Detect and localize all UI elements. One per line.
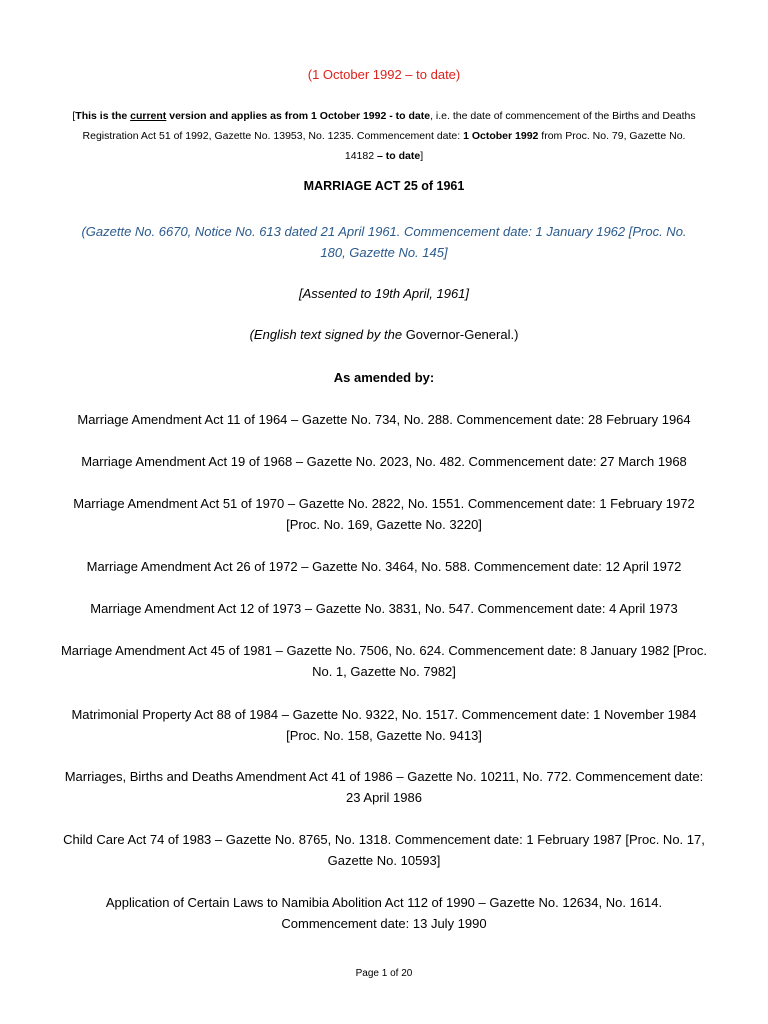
version-notice <box>70 106 698 166</box>
amendment-item: Marriage Amendment Act 11 of 1964 – Gazette No. 734, No. 288. Commencement date: 28 February 1964 <box>77 412 691 427</box>
english-text-italic: (English text signed by the <box>249 327 406 342</box>
notice-open-bracket: [ <box>72 110 76 122</box>
amendment-item: Marriage Amendment Act 26 of 1972 – Gazette No. 3464, No. 588. Commencement date: 12 April 1972 <box>86 559 682 574</box>
notice-part-3: , i.e. the date of commencement of the Births and Deaths Registration Act 51 of 1992, Gazette No. 13953, No. 1235. Commencement date: <box>82 110 696 142</box>
assented-date: [Assented to 19th April, 1961] <box>298 286 470 301</box>
amended-heading: As amended by: <box>333 370 435 385</box>
notice-part-6: – to date <box>377 150 421 162</box>
amendment-item: Marriage Amendment Act 51 of 1970 – Gazette No. 2822, No. 1551. Commencement date: 1 February 1972 [Proc. No. 169, Gazette No. 3220] <box>73 496 695 532</box>
amendment-item: Child Care Act 74 of 1983 – Gazette No. 8765, No. 1318. Commencement date: 1 February 1987 [Proc. No. 17, Gazette No. 10593] <box>63 832 705 868</box>
notice-close-bracket: ] <box>420 150 424 162</box>
page-number: Page 1 of 20 <box>355 968 413 979</box>
english-text-normal: Governor-General.) <box>405 327 519 342</box>
header-date: (1 October 1992 – to date) <box>307 67 461 82</box>
notice-part-1: This is the <box>75 110 131 122</box>
gazette-info: (Gazette No. 6670, Notice No. 613 dated 21 April 1961. Commencement date: 1 January 1962 [Proc. No. 180, Gazette No. 145] <box>81 224 687 260</box>
amendment-item: Marriages, Births and Deaths Amendment Act 41 of 1986 – Gazette No. 10211, No. 772. Commencement date: 23 April 1986 <box>64 769 704 805</box>
amendment-item: Matrimonial Property Act 88 of 1984 – Gazette No. 9322, No. 1517. Commencement date: 1 November 1984 [Proc. No. 158, Gazette No. 9413] <box>71 707 697 743</box>
amendment-item: Application of Certain Laws to Namibia Abolition Act 112 of 1990 – Gazette No. 12634, No. 1614. Commencement date: 13 July 1990 <box>105 895 663 931</box>
english-text-note <box>60 327 708 342</box>
notice-part-4: 1 October 1992 <box>463 130 539 142</box>
notice-part-5: from Proc. No. 79, Gazette No. 14182 <box>344 130 686 162</box>
notice-current: current <box>130 110 167 122</box>
amendment-item: Marriage Amendment Act 12 of 1973 – Gazette No. 3831, No. 547. Commencement date: 4 April 1973 <box>90 601 678 616</box>
act-title: MARRIAGE ACT 25 of 1961 <box>303 179 465 193</box>
amendment-item: Marriage Amendment Act 45 of 1981 – Gazette No. 7506, No. 624. Commencement date: 8 January 1982 [Proc. No. 1, Gazette No. 7982] <box>60 643 708 679</box>
amendment-item: Marriage Amendment Act 19 of 1968 – Gazette No. 2023, No. 482. Commencement date: 27 March 1968 <box>81 454 687 469</box>
notice-part-2: version and applies as from 1 October 1992 - to date <box>166 110 431 122</box>
